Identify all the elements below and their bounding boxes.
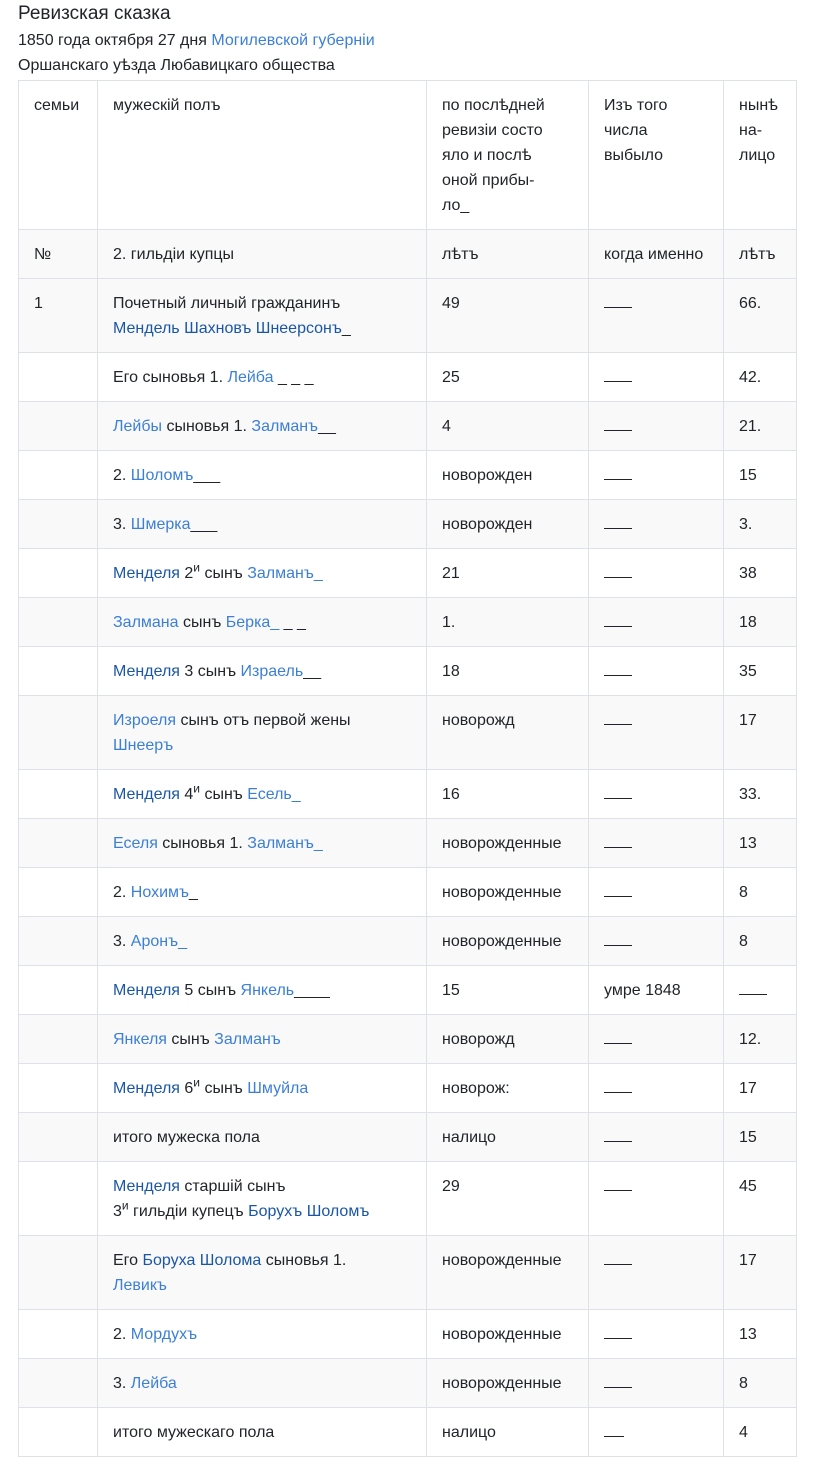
present-cell: 17: [724, 1236, 797, 1310]
person-text: 3: [113, 1203, 122, 1220]
person-text: 4: [179, 786, 194, 803]
age-cell: новорожд: [427, 696, 589, 770]
table-row: [19, 917, 797, 966]
age-cell: 4: [427, 402, 589, 451]
person-link[interactable]: Борухъ Шоломъ: [248, 1203, 370, 1220]
person-cell: [98, 819, 427, 868]
present-cell: 15: [724, 451, 797, 500]
blank-line: [604, 563, 632, 578]
departed-cell: [589, 647, 724, 696]
family-number: [19, 451, 98, 500]
table-row: [19, 696, 797, 770]
age-cell: новорожден: [427, 451, 589, 500]
family-number: [19, 353, 98, 402]
table-row: [19, 279, 797, 353]
family-number: [19, 1310, 98, 1359]
blank-line: [604, 612, 632, 627]
family-number: [19, 402, 98, 451]
header-last-revision: по послѣдней ревизіи состо яло и послѣ оной прибы-ло_: [427, 81, 589, 230]
header-row: [19, 81, 797, 230]
table-row: [19, 1408, 797, 1457]
blank-line: [604, 1373, 632, 1388]
departed-cell: [589, 402, 724, 451]
person-text: сынъ: [166, 1031, 215, 1048]
departed-cell: [589, 696, 724, 770]
family-number: [19, 1015, 98, 1064]
person-text: 5 сынъ: [179, 982, 241, 999]
person-link[interactable]: Еселя: [113, 835, 158, 852]
district-line: Оршанскаго уѣзда Любавицкаго общества: [18, 57, 335, 74]
person-text: ___: [190, 516, 218, 533]
blank-line: [604, 293, 632, 308]
person-text: сынъ: [200, 786, 248, 803]
person-cell: [98, 696, 427, 770]
blank-line: [604, 416, 632, 431]
departed-cell: [589, 451, 724, 500]
age-cell: новорож:: [427, 1064, 589, 1113]
census-table: [18, 80, 797, 1457]
present-cell: 13: [724, 819, 797, 868]
person-text: сынъ: [200, 565, 248, 582]
subheader-years-now: лѣтъ: [724, 230, 797, 279]
age-cell: налицо: [427, 1113, 589, 1162]
present-cell: 18: [724, 598, 797, 647]
present-cell: 8: [724, 868, 797, 917]
present-cell: 66.: [724, 279, 797, 353]
table-row: [19, 353, 797, 402]
person-cell: [98, 868, 427, 917]
blank-line: [604, 465, 632, 480]
present-cell: 17: [724, 696, 797, 770]
family-number: [19, 1113, 98, 1162]
family-number: [19, 549, 98, 598]
present-cell: 15: [724, 1113, 797, 1162]
person-text: _: [189, 884, 198, 901]
table-row: [19, 647, 797, 696]
departed-cell: [589, 917, 724, 966]
table-row: [19, 966, 797, 1015]
family-number: [19, 500, 98, 549]
person-text: 2.: [113, 467, 131, 484]
age-cell: новорожденные: [427, 1310, 589, 1359]
person-cell: [98, 966, 427, 1015]
departed-cell: [589, 1015, 724, 1064]
departed-cell: [589, 1162, 724, 1236]
person-link[interactable]: Менделя: [113, 982, 180, 999]
person-text: ____: [294, 982, 330, 999]
table-row: [19, 1236, 797, 1310]
person-link[interactable]: Левикъ: [113, 1277, 167, 1294]
departed-cell: [589, 868, 724, 917]
age-cell: новорожд: [427, 1015, 589, 1064]
blank-line: [604, 1422, 624, 1437]
age-cell: 21: [427, 549, 589, 598]
person-link[interactable]: Лейбы: [113, 418, 162, 435]
person-text: 2: [179, 565, 194, 582]
table-row: [19, 549, 797, 598]
person-text: 3 сынъ: [179, 663, 241, 680]
person-text: сыновья 1.: [157, 835, 248, 852]
departed-cell: [589, 549, 724, 598]
departed-cell: [589, 1310, 724, 1359]
person-link[interactable]: Шнееръ: [113, 737, 174, 754]
departed-cell: [589, 500, 724, 549]
table-row: [19, 451, 797, 500]
family-number: [19, 598, 98, 647]
person-text: сыновья 1.: [261, 1252, 347, 1269]
person-cell: [98, 647, 427, 696]
blank-line: [604, 1078, 632, 1093]
age-cell: 15: [427, 966, 589, 1015]
family-number: [19, 868, 98, 917]
blank-line: [604, 1324, 632, 1339]
person-text: 2.: [113, 1326, 131, 1343]
family-number: [19, 647, 98, 696]
blank-line: [604, 1029, 632, 1044]
person-link[interactable]: Менделя: [113, 1178, 180, 1195]
person-link[interactable]: Лейба: [227, 369, 274, 386]
present-cell: 45: [724, 1162, 797, 1236]
table-row: [19, 1359, 797, 1408]
table-row: [19, 500, 797, 549]
person-cell: [98, 402, 427, 451]
blank-line: [604, 1127, 632, 1142]
family-number: [19, 770, 98, 819]
person-link[interactable]: Изроеля: [113, 712, 176, 729]
date-line: [18, 28, 814, 53]
family-number: [19, 966, 98, 1015]
person-cell: [98, 1162, 427, 1236]
blank-line: [604, 784, 632, 799]
present-cell: [724, 966, 797, 1015]
person-link[interactable]: Залманъ: [214, 1031, 281, 1048]
person-cell: [98, 1310, 427, 1359]
person-link[interactable]: Лейба: [130, 1375, 177, 1392]
blank-line: [604, 514, 632, 529]
subheader-row: [19, 230, 797, 279]
departed-cell: [589, 1236, 724, 1310]
province-link[interactable]: Могилевской губерніи: [211, 32, 375, 49]
family-number: [19, 917, 98, 966]
person-cell: [98, 549, 427, 598]
table-row: [19, 1064, 797, 1113]
family-number: [19, 696, 98, 770]
subheader-when: когда именно: [589, 230, 724, 279]
person-text: сыновья 1.: [162, 418, 252, 435]
ordinal-suffix: и: [193, 560, 200, 575]
age-cell: 29: [427, 1162, 589, 1236]
person-cell: [98, 917, 427, 966]
total-label: итого мужеска пола: [98, 1113, 427, 1162]
person-cell: [98, 279, 427, 353]
person-link[interactable]: Янкеля: [113, 1031, 167, 1048]
table-row: [19, 1310, 797, 1359]
person-cell: [98, 1015, 427, 1064]
present-cell: 33.: [724, 770, 797, 819]
person-link[interactable]: Залманъ_: [247, 835, 323, 852]
ordinal-suffix: и: [121, 1198, 129, 1213]
table-row: [19, 1015, 797, 1064]
blank-line: [739, 980, 767, 995]
blank-line: [604, 367, 632, 382]
present-cell: 38: [724, 549, 797, 598]
person-text: 6: [179, 1080, 194, 1097]
person-text: 3.: [113, 516, 131, 533]
person-link[interactable]: Израель: [240, 663, 304, 680]
person-cell: [98, 1359, 427, 1408]
age-cell: 25: [427, 353, 589, 402]
person-link[interactable]: Мордухъ: [130, 1326, 198, 1343]
person-text: гильдіи купецъ: [128, 1203, 249, 1220]
departed-cell: [589, 279, 724, 353]
departed-cell: [589, 770, 724, 819]
person-text: 3.: [113, 1375, 131, 1392]
subheader-years: лѣтъ: [427, 230, 589, 279]
person-cell: [98, 500, 427, 549]
person-link[interactable]: Залманъ_: [247, 565, 323, 582]
present-cell: 21.: [724, 402, 797, 451]
person-link[interactable]: Берка_: [225, 614, 280, 631]
departed-cell: [589, 1408, 724, 1457]
person-link[interactable]: Аронъ_: [130, 933, 187, 950]
age-cell: 18: [427, 647, 589, 696]
page-title: Ревизская сказка: [18, 3, 171, 24]
table-row: [19, 770, 797, 819]
person-text: сынъ: [178, 614, 226, 631]
person-text: сынъ отъ первой жены: [176, 712, 351, 729]
person-text: старшій сынъ: [179, 1178, 286, 1195]
person-text: сынъ: [200, 1080, 248, 1097]
person-cell: [98, 598, 427, 647]
person-link[interactable]: Менделя: [113, 786, 180, 803]
family-number: [19, 1162, 98, 1236]
person-link[interactable]: Шмуйла: [247, 1080, 309, 1097]
departed-cell: [589, 1064, 724, 1113]
person-link[interactable]: Есель_: [247, 786, 301, 803]
present-cell: 3.: [724, 500, 797, 549]
family-number: 1: [19, 279, 98, 353]
departed-cell: [589, 1113, 724, 1162]
person-link[interactable]: Менделя: [113, 1080, 180, 1097]
person-link[interactable]: Нохимъ: [130, 884, 190, 901]
person-link[interactable]: Менделя: [113, 663, 180, 680]
person-link[interactable]: Шмерка: [130, 516, 191, 533]
person-text: 3.: [113, 933, 131, 950]
present-cell: 4: [724, 1408, 797, 1457]
header-male: мужескій полъ: [98, 81, 427, 230]
person-text: _ _ _: [273, 369, 314, 386]
age-cell: новорожденные: [427, 917, 589, 966]
age-cell: 49: [427, 279, 589, 353]
person-text: __: [318, 418, 336, 435]
departed-cell: [589, 598, 724, 647]
person-link[interactable]: Шоломъ: [130, 467, 194, 484]
present-cell: 42.: [724, 353, 797, 402]
age-cell: новорожденные: [427, 868, 589, 917]
age-cell: 1.: [427, 598, 589, 647]
present-cell: 13: [724, 1310, 797, 1359]
person-link[interactable]: Янкель: [240, 982, 295, 999]
person-cell: [98, 1064, 427, 1113]
person-link[interactable]: Менделя: [113, 565, 180, 582]
subheader-number: №: [19, 230, 98, 279]
family-number: [19, 1359, 98, 1408]
person-text: Его сыновья 1.: [113, 369, 228, 386]
present-cell: 12.: [724, 1015, 797, 1064]
blank-line: [604, 882, 632, 897]
table-row: [19, 1113, 797, 1162]
blank-line: [604, 931, 632, 946]
ordinal-suffix: и: [193, 1075, 200, 1090]
age-cell: налицо: [427, 1408, 589, 1457]
person-text: _ _: [279, 614, 306, 631]
header-present: нынѣ на-лицо: [724, 81, 797, 230]
departed-cell: умре 1848: [589, 966, 724, 1015]
table-row: [19, 868, 797, 917]
departed-cell: [589, 1359, 724, 1408]
present-cell: 17: [724, 1064, 797, 1113]
person-cell: [98, 770, 427, 819]
document: [0, 3, 832, 1457]
person-link[interactable]: Залмана: [113, 614, 179, 631]
blank-line: [604, 1250, 632, 1265]
age-cell: новорожден: [427, 500, 589, 549]
person-text: Почетный личный гражданинъ: [113, 295, 341, 312]
departed-cell: [589, 353, 724, 402]
header-families: семьи: [19, 81, 98, 230]
blank-line: [604, 710, 632, 725]
family-number: [19, 819, 98, 868]
table-row: [19, 598, 797, 647]
blank-line: [604, 1176, 632, 1191]
present-cell: 8: [724, 917, 797, 966]
person-link[interactable]: Боруха Шолома: [142, 1252, 262, 1269]
age-cell: новорожденные: [427, 1236, 589, 1310]
person-link[interactable]: Залманъ: [251, 418, 319, 435]
present-cell: 35: [724, 647, 797, 696]
age-cell: новорожденные: [427, 819, 589, 868]
departed-cell: [589, 819, 724, 868]
ordinal-suffix: и: [193, 781, 200, 796]
person-text: Его: [113, 1252, 143, 1269]
total-label: итого мужескаго пола: [98, 1408, 427, 1457]
table-row: [19, 1162, 797, 1236]
person-cell: [98, 451, 427, 500]
age-cell: новорожденные: [427, 1359, 589, 1408]
subheader-guild: 2. гильдіи купцы: [98, 230, 427, 279]
person-cell: [98, 1236, 427, 1310]
table-row: [19, 819, 797, 868]
date-text: 1850 года октября 27 дня: [18, 32, 212, 49]
person-text: __: [303, 663, 321, 680]
present-cell: 8: [724, 1359, 797, 1408]
blank-line: [604, 833, 632, 848]
blank-line: [604, 661, 632, 676]
person-text: ___: [193, 467, 221, 484]
family-number: [19, 1236, 98, 1310]
person-text: 2.: [113, 884, 131, 901]
table-row: [19, 402, 797, 451]
person-text: _: [341, 320, 351, 337]
age-cell: 16: [427, 770, 589, 819]
person-cell: [98, 353, 427, 402]
family-number: [19, 1064, 98, 1113]
header-departed: Изъ того числа выбыло: [589, 81, 724, 230]
person-link[interactable]: Мендель Шахновъ Шнеерсонъ: [113, 320, 342, 337]
family-number: [19, 1408, 98, 1457]
